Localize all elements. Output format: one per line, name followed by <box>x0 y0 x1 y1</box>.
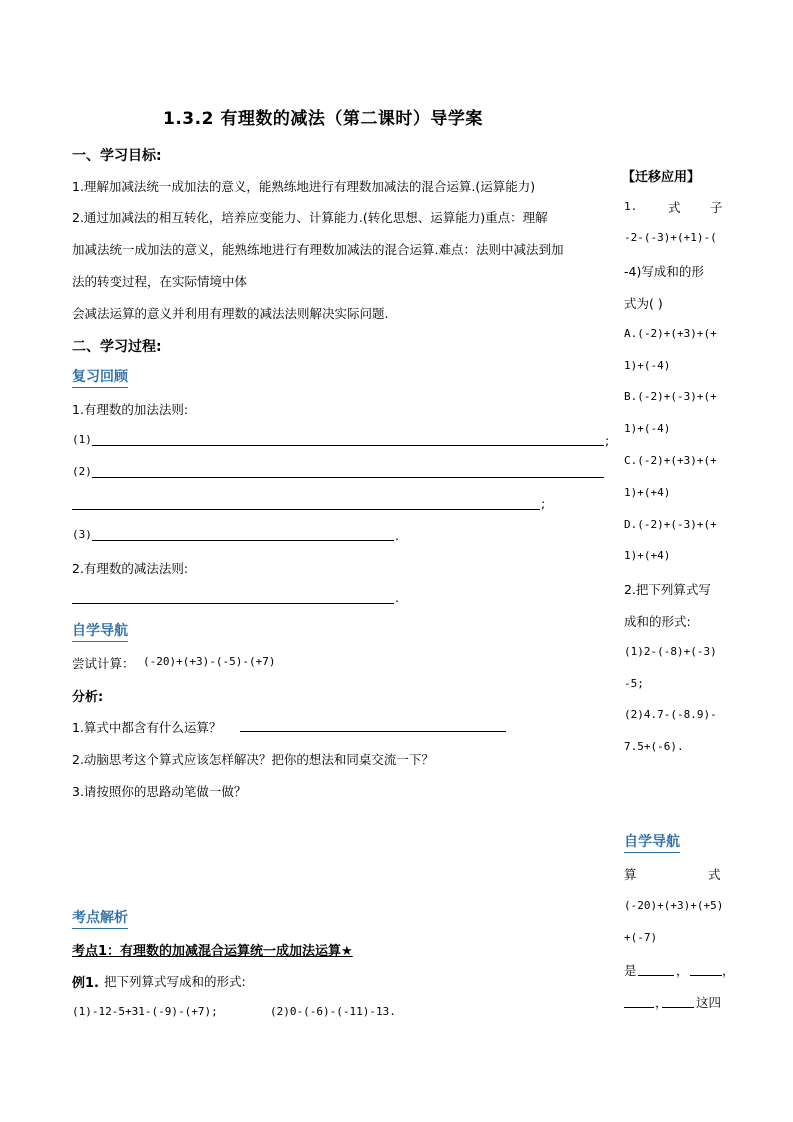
blank-3-end: . <box>395 528 399 543</box>
sidebar-q1-line-2: -2-(-3)+(+1)-( <box>624 231 717 244</box>
page-title: 1.3.2 有理数的减法（第二课时）导学案 <box>163 109 483 129</box>
sidebar-q1-line-4: 式为( ) <box>624 296 663 311</box>
sidebar-nav-word-1: 算 <box>624 867 637 882</box>
blank-2-end: ; <box>541 496 546 511</box>
analysis-q2: 2.动脑思考这个算式应该怎样解决？把你的想法和同桌交流一下？ <box>72 752 434 767</box>
analysis-q1: 1.算式中都含有什么运算？ <box>72 720 222 735</box>
sidebar-nav-line-5-end: 这四 <box>696 995 722 1010</box>
review-q1: 1.有理数的加法法则: <box>72 402 189 417</box>
blank-3-line[interactable] <box>92 540 394 541</box>
goal-1: 1.理解加减法统一成加法的意义，能熟练地进行有理数加减法的混合运算.(运算能力) <box>72 179 536 194</box>
option-d-line-2[interactable]: 1)+(+4) <box>624 549 671 562</box>
sidebar-nav-line-4-start: 是 <box>624 963 637 978</box>
example-1-label: 例1. <box>72 976 99 991</box>
sidebar-q1-word-2: 子 <box>710 200 723 215</box>
sidebar-q2-line-2: 成和的形式: <box>624 614 691 629</box>
section-heading-goals: 一、学习目标: <box>72 148 162 164</box>
try-expression: (-20)+(+3)-(-5)-(+7) <box>143 655 276 668</box>
sidebar-q2-line-3: (1)2-(-8)+(-3) <box>624 645 717 658</box>
option-b-line-2[interactable]: 1)+(-4) <box>624 422 671 435</box>
option-c-line-2[interactable]: 1)+(+4) <box>624 486 671 499</box>
option-c-line-1[interactable]: C.(-2)+(+3)+(+ <box>624 454 717 467</box>
sidebar-heading: 【迁移应用】 <box>622 170 701 185</box>
sidebar-nav-blank-3[interactable] <box>624 1007 654 1008</box>
option-d-line-1[interactable]: D.(-2)+(-3)+(+ <box>624 518 717 531</box>
review-q2: 2.有理数的减法法则: <box>72 561 189 576</box>
sidebar-nav-title: 自学导航 <box>624 831 680 853</box>
sidebar-q2-line-1: 2.把下列算式写 <box>624 582 711 597</box>
example-1-part-b: (2)0-(-6)-(-11)-13. <box>270 1005 396 1018</box>
blank-1-line[interactable] <box>92 445 604 446</box>
sidebar-nav-word-2: 式 <box>708 867 721 882</box>
review-title: 复习回顾 <box>72 366 128 388</box>
blank-3-label: (3) <box>72 528 92 541</box>
example-1-text: 把下列算式写成和的形式: <box>104 974 246 989</box>
try-label: 尝试计算： <box>72 656 135 671</box>
blank-2-line-cont[interactable] <box>72 509 540 510</box>
sidebar-nav-blank-1[interactable] <box>638 975 674 976</box>
keypoint-1: 考点1：有理数的加减混合运算统一成加法运算★ <box>72 944 353 959</box>
sidebar-q2-line-6: 7.5+(-6). <box>624 740 684 753</box>
section-heading-process: 二、学习过程: <box>72 339 162 355</box>
blank-2-label: (2) <box>72 465 92 478</box>
sidebar-q1-num: 1. <box>624 200 638 213</box>
blank-4-line[interactable] <box>72 603 394 604</box>
sidebar-nav-comma-2: ， <box>722 963 735 978</box>
sidebar-q2-line-4: -5; <box>624 677 644 690</box>
selfstudy-title: 自学导航 <box>72 620 128 642</box>
blank-4-end: . <box>395 590 399 605</box>
blank-1-label: (1) <box>72 433 92 446</box>
sidebar-q1-word-1: 式 <box>668 200 681 215</box>
blank-1-end: ; <box>605 433 610 448</box>
option-a-line-2[interactable]: 1)+(-4) <box>624 359 671 372</box>
goal-2-line-4: 会减法运算的意义并利用有理数的减法法则解决实际问题. <box>72 306 389 321</box>
sidebar-nav-comma-3: ， <box>655 995 668 1010</box>
analysis-q3: 3.请按照你的思路动笔做一做？ <box>72 784 247 799</box>
sidebar-q1-line-3: -4)写成和的形 <box>624 264 704 279</box>
sidebar-nav-blank-2[interactable] <box>690 975 722 976</box>
goal-2-line-1: 2.通过加减法的相互转化，培养应变能力、计算能力.(转化思想、运算能力)重点：理解 <box>72 210 548 225</box>
sidebar-nav-comma-1: ， <box>676 963 689 978</box>
option-b-line-1[interactable]: B.(-2)+(-3)+(+ <box>624 390 717 403</box>
goal-2-line-3: 法的转变过程，在实际情境中体 <box>72 274 248 289</box>
sidebar-nav-line-2: (-20)+(+3)+(+5) <box>624 899 724 912</box>
sidebar-q2-line-5: (2)4.7-(-8.9)- <box>624 708 717 721</box>
sidebar-nav-blank-4[interactable] <box>662 1007 694 1008</box>
blank-2-line[interactable] <box>92 477 604 478</box>
example-1-part-a: (1)-12-5+31-(-9)-(+7); <box>72 1005 218 1018</box>
keypoints-title: 考点解析 <box>72 907 128 929</box>
analysis-q1-blank[interactable] <box>240 731 506 732</box>
option-a-line-1[interactable]: A.(-2)+(+3)+(+ <box>624 327 717 340</box>
sidebar-nav-line-3: +(-7) <box>624 931 658 944</box>
analysis-heading: 分析: <box>72 690 104 705</box>
goal-2-line-2: 加减法统一成加法的意义，能熟练地进行有理数加减法的混合运算.难点：法则中减法到加 <box>72 242 564 257</box>
